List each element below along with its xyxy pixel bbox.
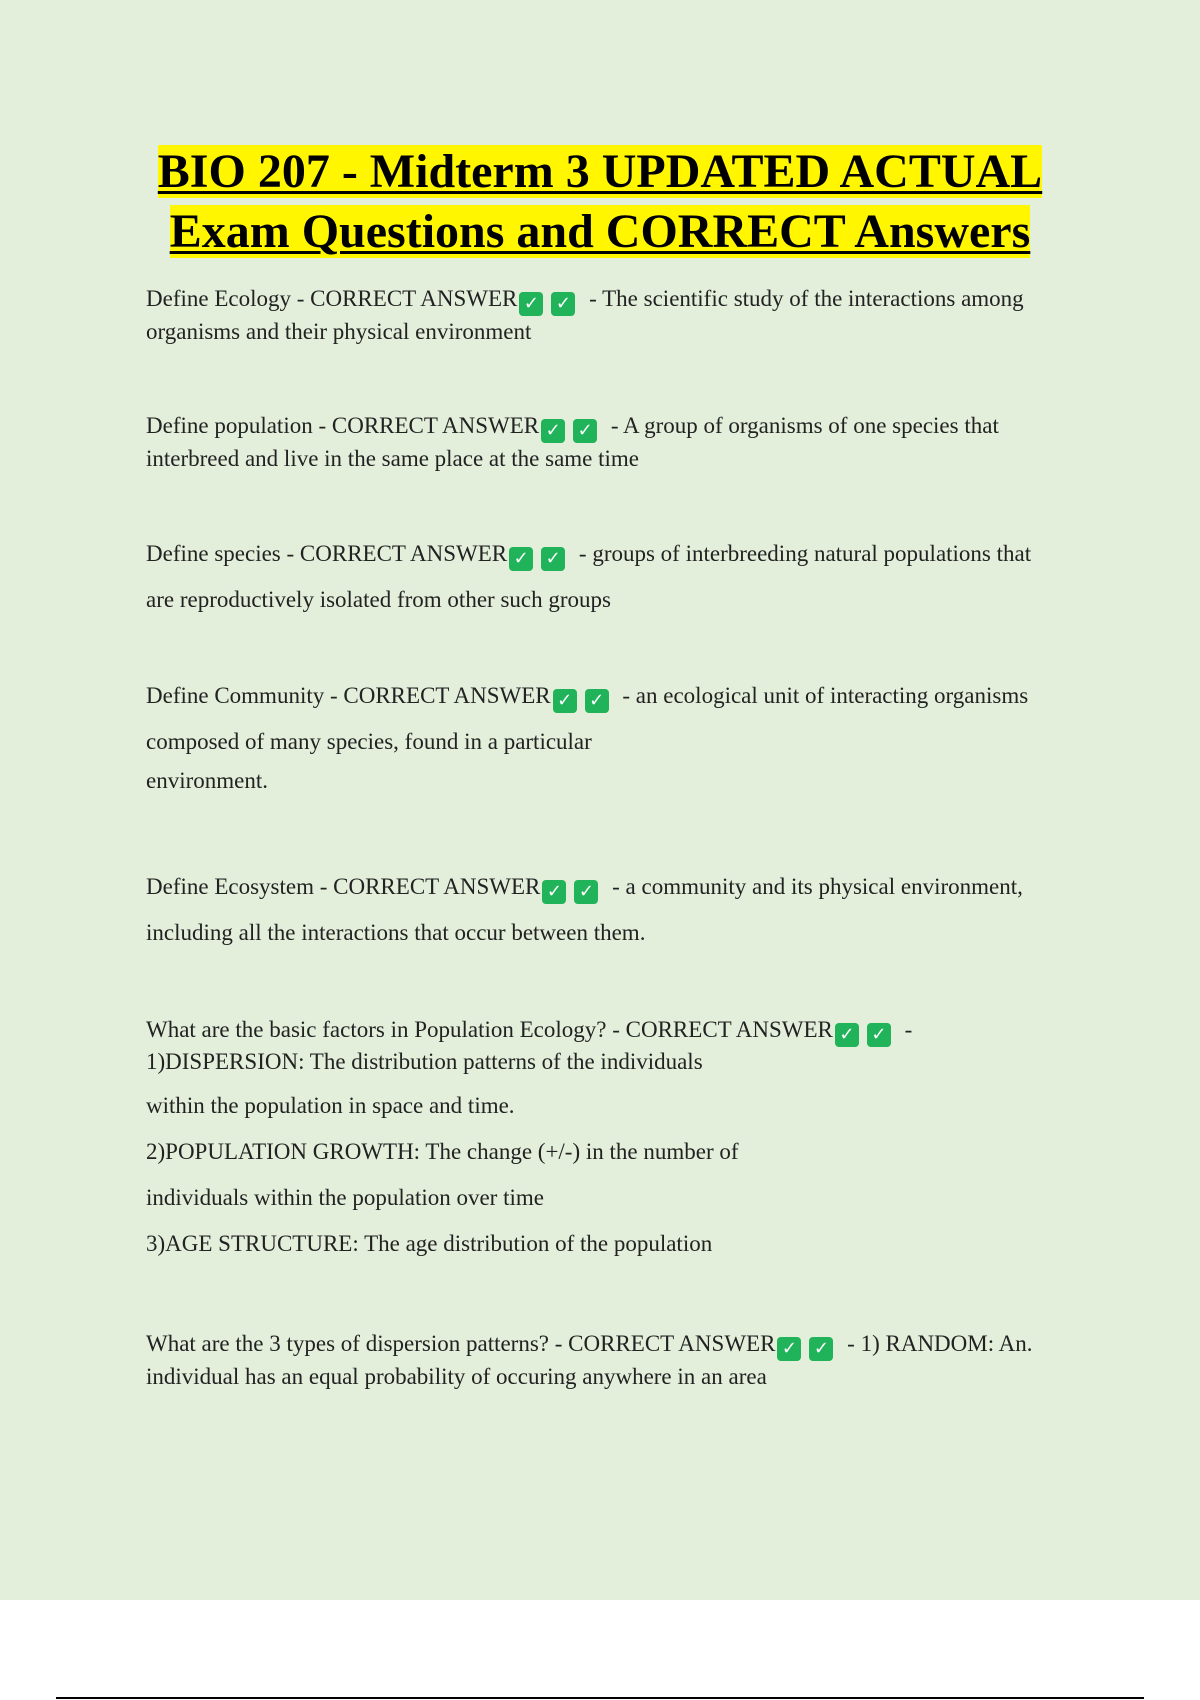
- entry-line: [146, 1328, 1080, 1361]
- check-box-icon: ✓: [835, 1023, 859, 1047]
- answer-text: -: [898, 1017, 913, 1042]
- entry-line: [146, 283, 1080, 316]
- check-box-icon: ✓: [541, 419, 565, 443]
- entry-line: [146, 410, 1080, 443]
- entry-line: [146, 673, 1080, 719]
- entry-line: 2)POPULATION GROWTH: The change (+/-) in the number of: [146, 1139, 739, 1164]
- check-box-icon: ✓: [542, 880, 566, 904]
- entry-line: interbreed and live in the same place at the same time: [146, 446, 640, 471]
- question-text: Define Community - CORRECT ANSWER: [146, 683, 551, 708]
- question-text: What are the 3 types of dispersion patterns? - CORRECT ANSWER: [146, 1331, 776, 1356]
- check-box-icon: ✓: [519, 292, 543, 316]
- check-box-icon: ✓: [551, 292, 575, 316]
- entry-line: [146, 1014, 1080, 1047]
- check-box-icon: ✓: [541, 547, 565, 571]
- question-text: What are the basic factors in Population Ecology? - CORRECT ANSWER: [146, 1017, 833, 1042]
- entry-line: composed of many species, found in a particular: [146, 729, 592, 754]
- check-box-icon: ✓: [509, 547, 533, 571]
- qa-entry-population: [146, 410, 1080, 475]
- entry-line: individual has an equal probability of occuring anywhere in an area: [146, 1364, 767, 1389]
- qa-entry-species: [146, 531, 1080, 623]
- qa-entry-population-ecology: [146, 1014, 1080, 1267]
- entry-line: within the population in space and time.: [146, 1093, 515, 1118]
- question-text: Define Ecosystem - CORRECT ANSWER: [146, 874, 541, 899]
- question-text: Define Ecology - CORRECT ANSWER: [146, 286, 518, 311]
- entry-line: 1)DISPERSION: The distribution patterns of the individuals: [146, 1049, 703, 1074]
- answer-text: - a community and its physical environment,: [606, 874, 1023, 899]
- entry-line: environment.: [146, 768, 268, 793]
- footer-divider: [56, 1697, 1144, 1699]
- check-box-icon: ✓: [809, 1337, 833, 1361]
- title-line-1: BIO 207 - Midterm 3 UPDATED ACTUAL: [157, 145, 1043, 198]
- answer-text: - an ecological unit of interacting organisms: [616, 683, 1029, 708]
- qa-entry-ecology: [146, 283, 1080, 348]
- qa-entry-dispersion-patterns: [146, 1328, 1080, 1393]
- entry-line: [146, 531, 1080, 577]
- qa-entry-community: [146, 673, 1080, 797]
- title-line-2: Exam Questions and CORRECT Answers: [169, 205, 1031, 258]
- check-box-icon: ✓: [867, 1023, 891, 1047]
- check-box-icon: ✓: [553, 689, 577, 713]
- check-box-icon: ✓: [585, 689, 609, 713]
- entry-line: 3)AGE STRUCTURE: The age distribution of the population: [146, 1231, 713, 1256]
- entry-line: [146, 864, 1080, 910]
- entry-line: organisms and their physical environment: [146, 319, 532, 344]
- check-box-icon: ✓: [777, 1337, 801, 1361]
- check-box-icon: ✓: [574, 880, 598, 904]
- qa-entry-ecosystem: [146, 864, 1080, 956]
- question-text: Define population - CORRECT ANSWER: [146, 413, 540, 438]
- question-text: Define species - CORRECT ANSWER: [146, 541, 508, 566]
- answer-text: - The scientific study of the interactions among: [583, 286, 1024, 311]
- entry-line: including all the interactions that occur between them.: [146, 920, 646, 945]
- answer-text: - 1) RANDOM: An.: [841, 1331, 1033, 1356]
- answer-text: - A group of organisms of one species that: [605, 413, 999, 438]
- entry-line: are reproductively isolated from other such groups: [146, 587, 611, 612]
- answer-text: - groups of interbreeding natural populations that: [573, 541, 1032, 566]
- check-box-icon: ✓: [573, 419, 597, 443]
- entry-line: individuals within the population over time: [146, 1185, 544, 1210]
- document-title: [0, 142, 1200, 262]
